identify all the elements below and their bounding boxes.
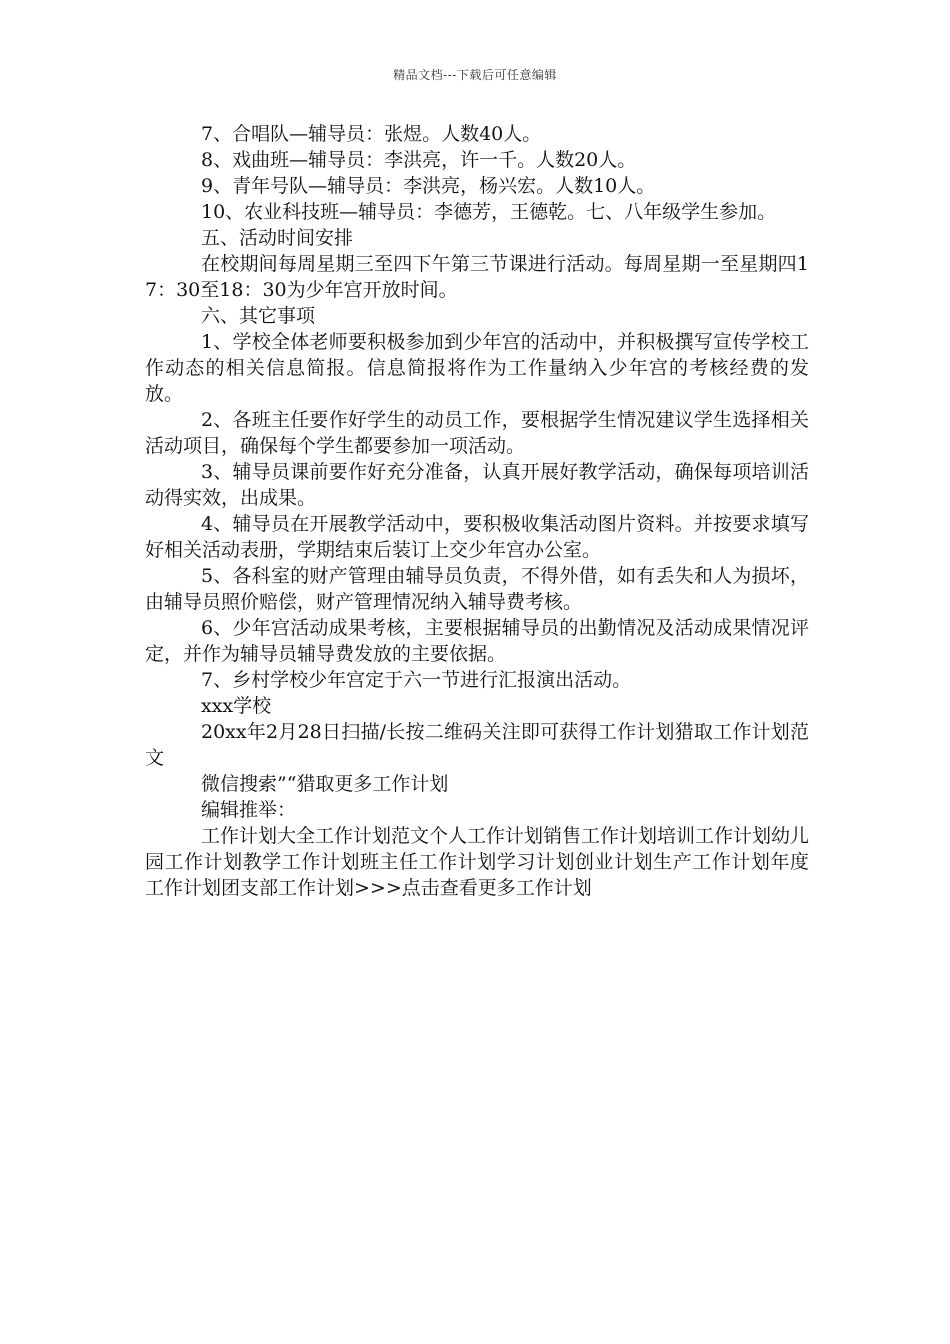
paragraph-schedule: 在校期间每周星期三至四下午第三节课进行活动。每周星期一至星期四17：30至18：30为少年宫开放时间。 <box>145 253 809 301</box>
paragraph-item-3: 3、辅导员课前要作好充分准备，认真开展好教学活动，确保每项培训活动得实效，出成果。 <box>145 461 809 509</box>
paragraph-opera-class: 8、戏曲班—辅导员：李洪亮，许一千。人数20人。 <box>201 149 637 171</box>
page-header: 精品文档---下载后可任意编辑 <box>393 68 557 82</box>
paragraph-item-4: 4、辅导员在开展教学活动中，要积极收集活动图片资料。并按要求填写好相关活动表册，学期结束后装订上交少年宫办公室。 <box>145 513 809 561</box>
paragraph-item-7: 7、乡村学校少年宫定于六一节进行汇报演出活动。 <box>201 669 632 691</box>
paragraph-date-and-promo: 20xx年2月28日扫描/长按二维码关注即可获得工作计划猎取工作计划范文 <box>145 721 809 769</box>
paragraph-item-1: 1、学校全体老师要积极参加到少年宫的活动中，并积极撰写宣传学校工作动态的相关信息简报。信息简报将作为工作量纳入少年宫的考核经费的发放。 <box>145 331 809 405</box>
paragraph-item-5: 5、各科室的财产管理由辅导员负责，不得外借，如有丢失和人为损坏，由辅导员照价赔偿，财产管理情况纳入辅导费考核。 <box>145 565 809 613</box>
paragraph-editor-recommend: 编辑推举： <box>201 799 297 821</box>
signature-school: xxx学校 <box>201 695 272 717</box>
section-heading-schedule: 五、活动时间安排 <box>201 227 354 249</box>
section-heading-other-matters: 六、其它事项 <box>201 305 316 327</box>
paragraph-item-2: 2、各班主任要作好学生的动员工作，要根据学生情况建议学生选择相关活动项目，确保每个学生都要参加一项活动。 <box>145 409 809 457</box>
paragraph-item-6: 6、少年宫活动成果考核，主要根据辅导员的出勤情况及活动成果情况评定，并作为辅导员辅导费发放的主要依据。 <box>145 617 809 665</box>
paragraph-related-links: 工作计划大全工作计划范文个人工作计划销售工作计划培训工作计划幼儿园工作计划教学工作计划班主任工作计划学习计划创业计划生产工作计划年度工作计划团支部工作计划>>>点击查看更多工作计划 <box>145 825 810 899</box>
paragraph-choir: 7、合唱队—辅导员：张煜。人数40人。 <box>201 123 542 145</box>
paragraph-wechat-search: 微信搜索”“猎取更多工作计划 <box>201 773 449 795</box>
paragraph-agri-tech-class: 10、农业科技班—辅导员：李德芳，王德乾。七、八年级学生参加。 <box>201 201 777 223</box>
paragraph-bugle-team: 9、青年号队—辅导员：李洪亮，杨兴宏。人数10人。 <box>201 175 656 197</box>
document-body <box>145 121 809 901</box>
